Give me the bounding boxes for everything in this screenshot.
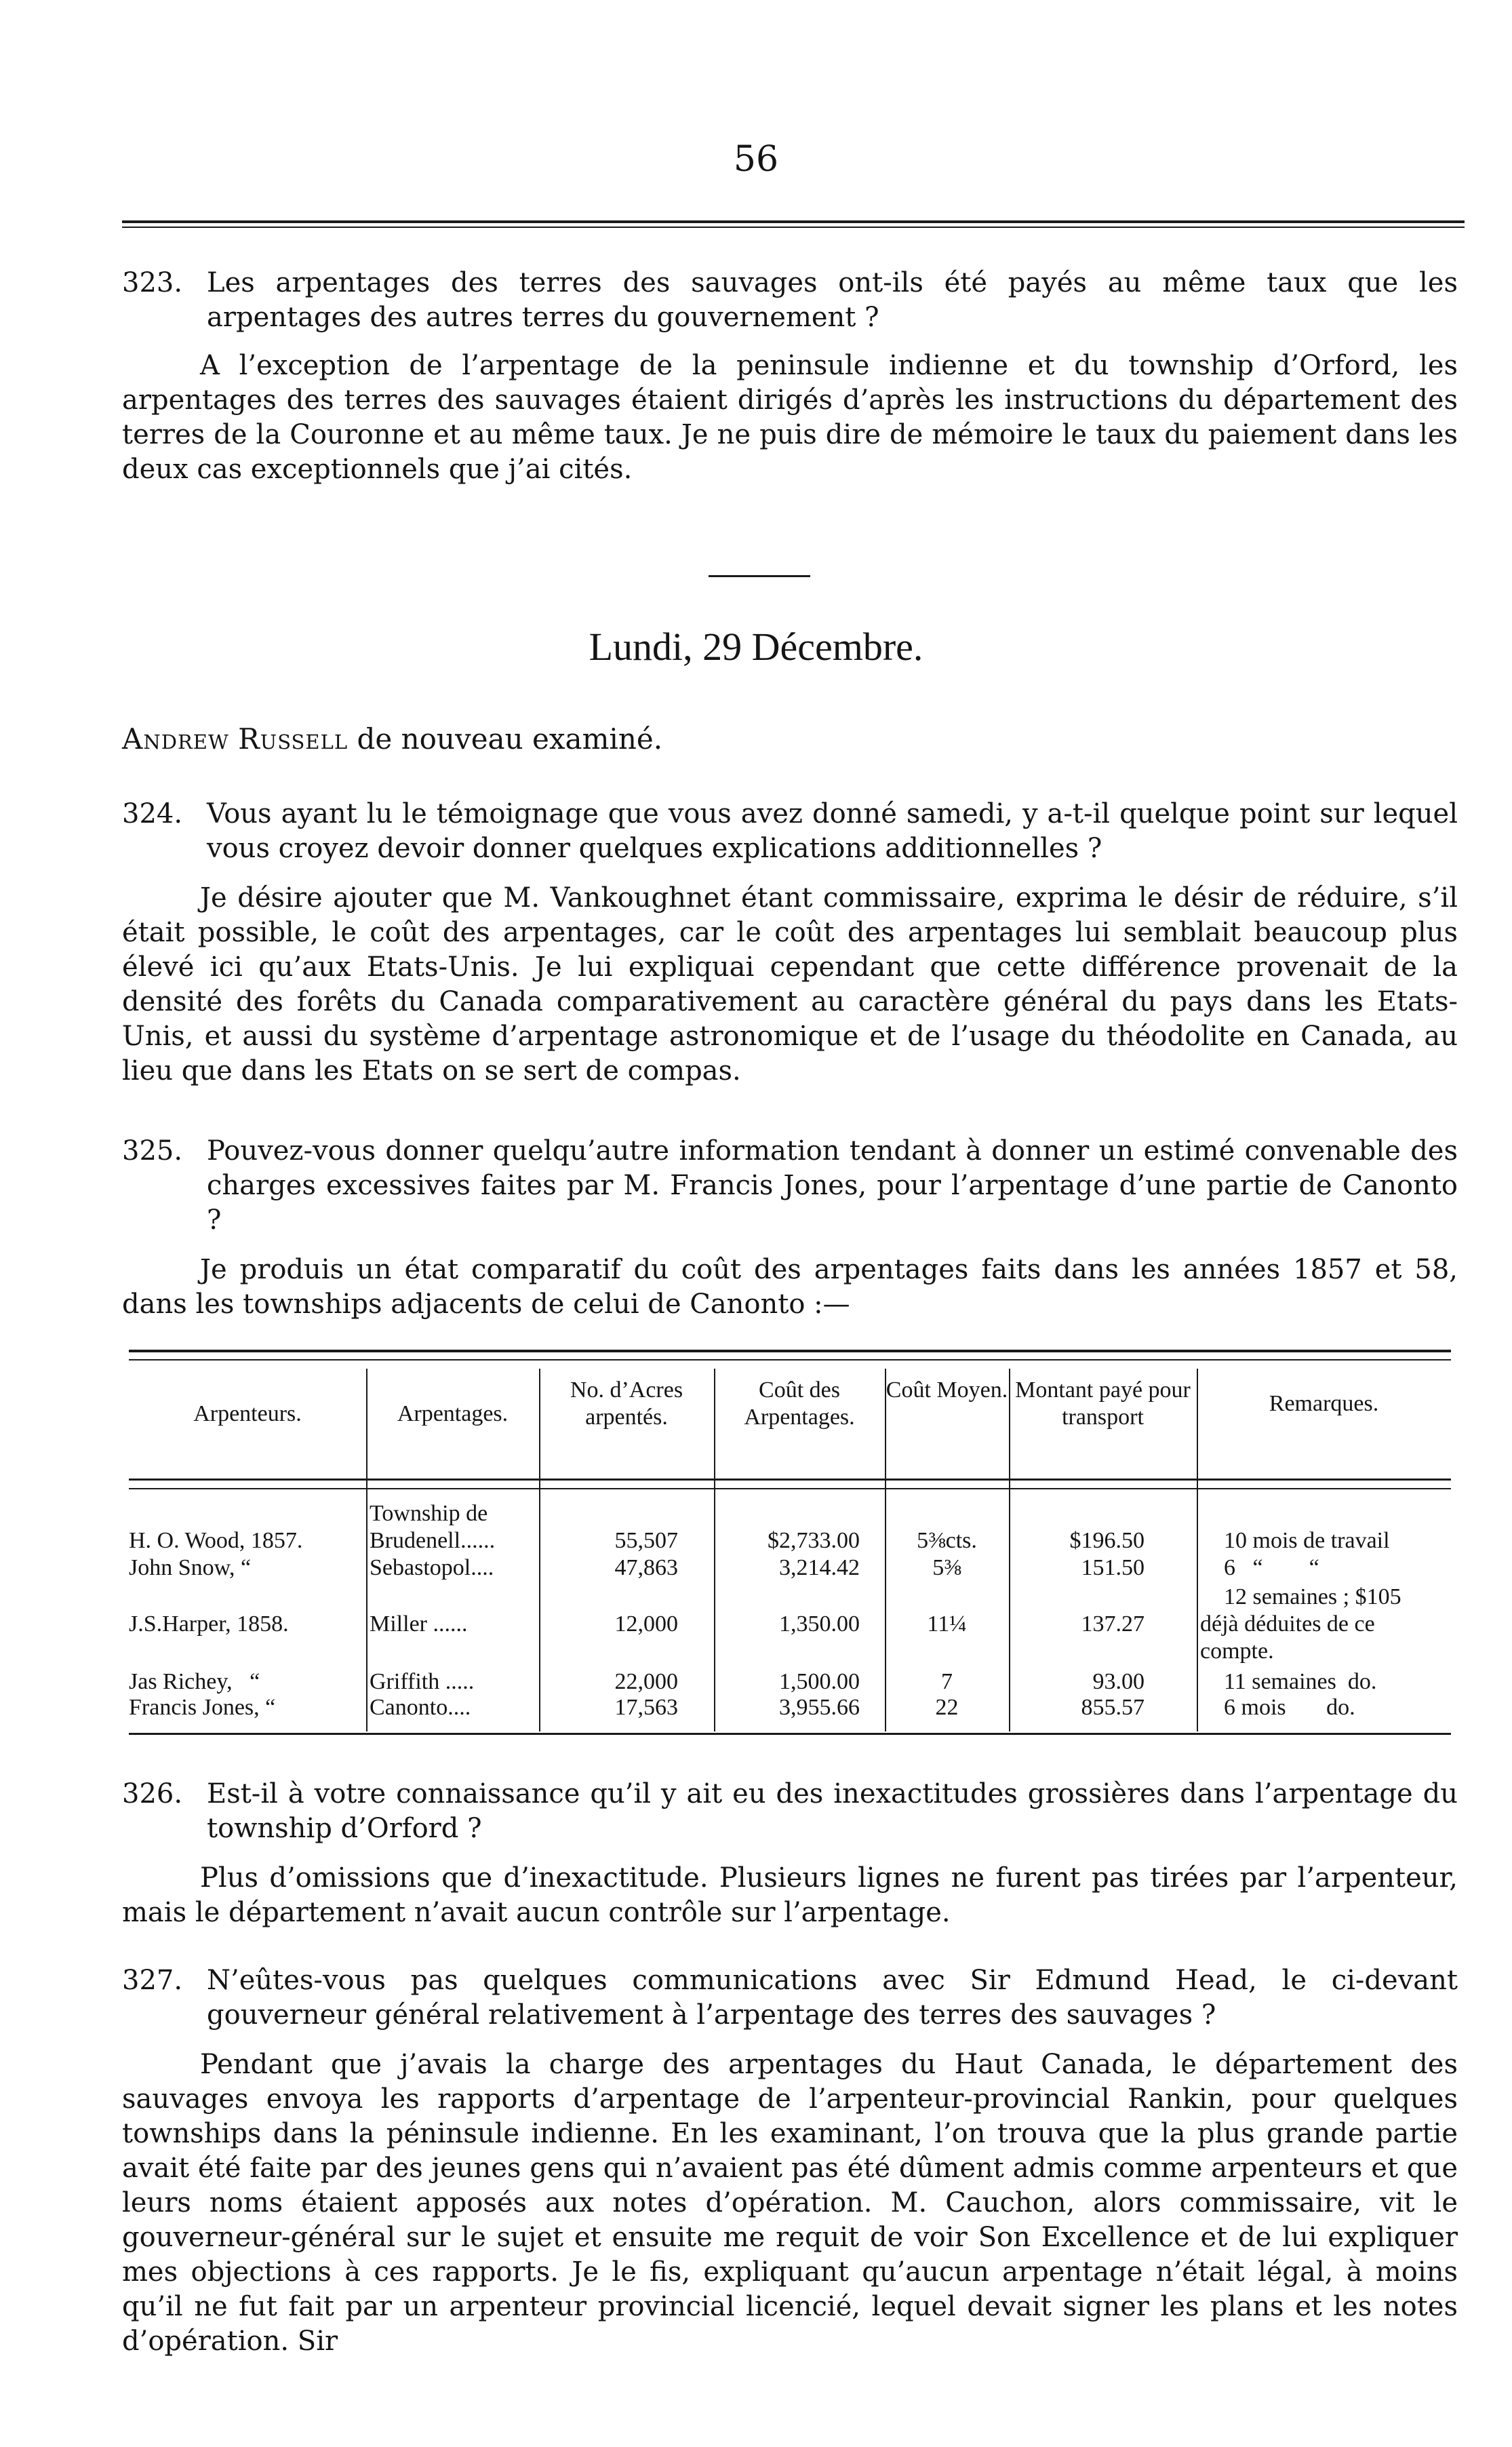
cell-cout: 3,214.42 <box>779 1555 860 1580</box>
cell-cout-moyen: 22 <box>935 1695 959 1720</box>
cell-arpenteur: H. O. Wood, 1857. <box>129 1528 303 1553</box>
question-number: 326. <box>122 1778 183 1809</box>
question-text <box>122 797 1458 866</box>
question-number: 327. <box>122 1965 183 1996</box>
cell-acres: 12,000 <box>614 1611 678 1637</box>
question-323 <box>122 266 1458 487</box>
cell-arpenteur: Jas Richey, “ <box>129 1669 260 1694</box>
table-top-rule <box>129 1359 1451 1360</box>
answer-text: Plus d’omissions que d’inexactitude. Plusieurs lignes ne furent pas tirées par l’arpenteur, mais le département n’avait aucun contrôle sur l’arpentage. <box>122 1862 1458 1928</box>
header-cout: Coût des Arpentages. <box>744 1377 855 1430</box>
header-transport: Montant payé pour transport <box>1015 1377 1191 1430</box>
cell-arpenteur: J.S.Harper, 1858. <box>129 1611 289 1637</box>
question-324 <box>122 797 1458 1089</box>
question-body: N’eûtes-vous pas quelques communications avec Sir Edmund Head, le ci-devant gouverneur général relativement à l’arpentage des terres des sauvages ? <box>207 1965 1458 2031</box>
answer-text: A l’exception de l’arpentage de la peninsule indienne et du township d’Orford, les arpentages des terres des sauvages étaient dirigés d’après les instructions du département des terres de la Couronne et au même taux. Je ne puis dire de mémoire le taux du paiement dans les deux cas exceptionnels que j’ai cités. <box>122 350 1458 485</box>
cell-cout-moyen: 11¼ <box>927 1611 967 1637</box>
table-header-rule <box>129 1479 1451 1481</box>
question-326 <box>122 1777 1458 1930</box>
cell-arpenteur: John Snow, “ <box>129 1555 252 1580</box>
cell-transport: 855.57 <box>1081 1695 1145 1720</box>
cell-arpenteur: Francis Jones, “ <box>129 1695 276 1720</box>
header-cout-moyen: Coût Moyen. <box>886 1377 1008 1403</box>
cell-transport: 93.00 <box>1092 1669 1145 1694</box>
cell-remarques: 11 semaines do. <box>1224 1669 1377 1694</box>
date-heading: Lundi, 29 Décembre. <box>589 625 923 669</box>
answer-text: Je produis un état comparatif du coût des arpentages faits dans les années 1857 et 58, dans les townships adjacents de celui de Canonto :— <box>122 1254 1458 1320</box>
witness-status: de nouveau examiné. <box>357 722 663 756</box>
cell-cout-moyen: 5⅜ <box>932 1555 961 1580</box>
cell-arpentage: Sebastopol.... <box>370 1555 494 1580</box>
header-acres: No. d’Acres arpentés. <box>570 1377 683 1430</box>
page-number: 56 <box>733 139 779 180</box>
cell-remarques: déjà déduites de ce <box>1200 1611 1375 1637</box>
question-327 <box>122 1963 1458 2359</box>
cell-arpentage: Brudenell...... <box>370 1528 496 1553</box>
cell-cout-moyen: 5⅜cts. <box>917 1528 977 1553</box>
header-remarques: Remarques. <box>1269 1391 1379 1416</box>
cell-transport: 137.27 <box>1081 1611 1145 1637</box>
table-top-rule <box>129 1350 1451 1352</box>
cell-cout: 1,500.00 <box>779 1669 860 1694</box>
table-bottom-rule <box>129 1733 1451 1735</box>
cell-arpentage-prefix: Township de <box>370 1501 488 1526</box>
question-number: 325. <box>122 1135 183 1167</box>
cell-acres: 22,000 <box>614 1669 678 1694</box>
cell-remarques-prefix: 12 semaines ; $105 <box>1224 1584 1401 1609</box>
cell-remarques: 6 “ “ <box>1224 1555 1319 1580</box>
cell-arpentage: Miller ...... <box>370 1611 468 1637</box>
question-body: Les arpentages des terres des sauvages ont-ils été payés au même taux que les arpentages des autres terres du gouvernement ? <box>207 267 1458 333</box>
cell-acres: 47,863 <box>614 1555 678 1580</box>
question-text <box>122 1963 1458 2033</box>
answer-text: Je désire ajouter que M. Vankoughnet étant commissaire, exprima le désir de réduire, s’il était possible, le coût des arpentages, car le coût des arpentages lui semblait beaucoup plus élevé ici qu’aux Etats-Unis. Je lui expliquai cependant que cette différence provenait de la densité des forêts du Canada comparativement au caractère général du pays dans les Etats-Unis, et aussi du système d’arpentage astronomique et de l’usage du théodolite en Canada, au lieu que dans les Etats on se sert de compas. <box>122 882 1458 1087</box>
survey-cost-table <box>129 1350 1451 1736</box>
cell-remarques: 6 mois do. <box>1224 1695 1355 1720</box>
answer-text: Pendant que j’avais la charge des arpentages du Haut Canada, le département des sauvages envoya les rapports d’arpentage de l’arpenteur-provincial Rankin, pour quelques townships dans la péninsule indienne. En les examinant, l’on trouva que la plus grande partie avait été faite par des jeunes gens qui n’avaient pas été dûment admis comme arpenteurs et que leurs noms étaient apposés aux notes d’opération. M. Cauchon, alors commissaire, vit le gouverneur-général sur le sujet et ensuite me requit de voir Son Excellence et de lui expliquer mes objections à ces rapports. Je le fis, expliquant qu’aucun arpentage n’était légal, à moins qu’il ne fut fait par un arpenteur provincial licencié, lequel devait signer les plans et les notes d’opération. Sir <box>122 2049 1458 2357</box>
question-body: Vous ayant lu le témoignage que vous avez donné samedi, y a-t-il quelque point sur lequel vous croyez devoir donner quelques explications additionnelles ? <box>207 798 1458 864</box>
question-text <box>122 1134 1458 1238</box>
witness-first-name: Andrew <box>122 722 229 756</box>
question-number: 323. <box>122 267 183 298</box>
question-text <box>122 266 1458 335</box>
column-divider <box>1197 1369 1198 1731</box>
question-number: 324. <box>122 798 183 829</box>
witness-line <box>122 722 662 756</box>
witness-last-name: Russell <box>238 722 349 756</box>
cell-remarques: 10 mois de travail <box>1224 1528 1390 1553</box>
cell-acres: 55,507 <box>614 1528 678 1553</box>
cell-arpentage: Canonto.... <box>370 1695 471 1720</box>
header-arpentages: Arpentages. <box>397 1401 509 1426</box>
table-header-rule <box>129 1488 1451 1489</box>
cell-transport: $196.50 <box>1069 1528 1145 1553</box>
cell-arpentage: Griffith ..... <box>370 1669 475 1694</box>
header-arpenteurs: Arpenteurs. <box>193 1401 302 1426</box>
cell-cout-moyen: 7 <box>941 1669 953 1694</box>
header-rule <box>122 220 1465 228</box>
question-325 <box>122 1134 1458 1322</box>
cell-cout: 3,955.66 <box>779 1695 860 1720</box>
question-body: Est-il à votre connaissance qu’il y ait eu des inexactitudes grossières dans l’arpentage du township d’Orford ? <box>207 1778 1458 1844</box>
cell-acres: 17,563 <box>614 1695 678 1720</box>
cell-cout: $2,733.00 <box>768 1528 860 1553</box>
cell-remarques-suffix: compte. <box>1200 1639 1274 1664</box>
question-body: Pouvez-vous donner quelqu’autre information tendant à donner un estimé convenable des charges excessives faites par M. Francis Jones, pour l’arpentage d’une partie de Canonto ? <box>207 1135 1458 1236</box>
section-divider <box>709 575 810 577</box>
cell-cout: 1,350.00 <box>779 1611 860 1637</box>
question-text <box>122 1777 1458 1846</box>
cell-transport: 151.50 <box>1081 1555 1145 1580</box>
